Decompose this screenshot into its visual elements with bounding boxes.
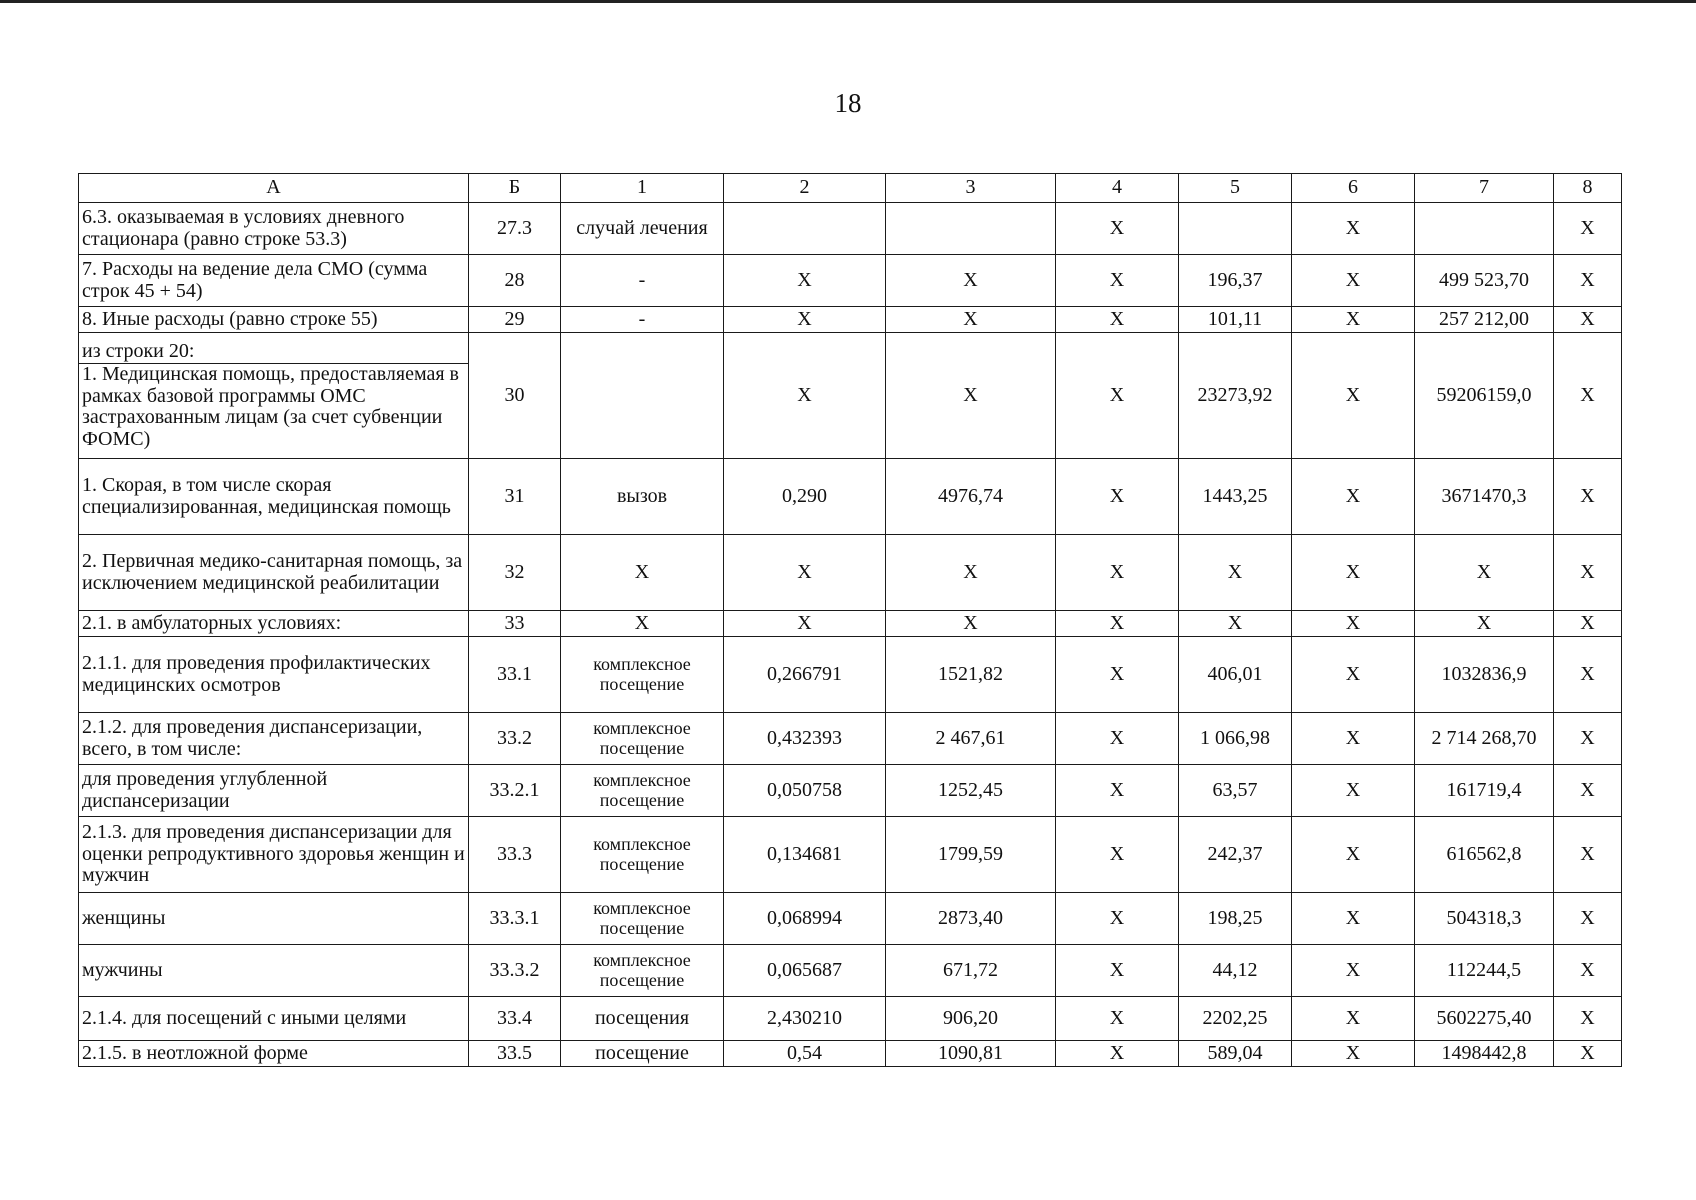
top-border-line <box>0 0 1696 3</box>
table-row <box>79 945 1622 997</box>
table-row <box>79 459 1622 535</box>
table-row <box>79 997 1622 1041</box>
cell-unit: случай лечения <box>561 203 724 255</box>
table-row <box>79 333 1622 459</box>
cell-col4: X <box>1056 713 1179 765</box>
cell-unit: X <box>561 611 724 637</box>
row-code: 33.2 <box>469 713 561 765</box>
cell-col6: X <box>1292 765 1415 817</box>
header-row <box>79 174 1622 203</box>
row-name: 2.1.4. для посещений с иными целями <box>79 997 469 1041</box>
cell-col2: 0,290 <box>724 459 886 535</box>
cell-col2: 0,432393 <box>724 713 886 765</box>
cell-col3: 2 467,61 <box>886 713 1056 765</box>
table-row <box>79 203 1622 255</box>
cell-col3: X <box>886 535 1056 611</box>
col-header-8: 8 <box>1554 174 1622 203</box>
cell-col5: 44,12 <box>1179 945 1292 997</box>
cell-unit: комплексное посещение <box>561 945 724 997</box>
row-name-text: 1. Медицинская помощь, предоставляемая в рамках базовой программы ОМС застрахованным лицам (за счет субвенции ФОМС) <box>82 363 459 450</box>
cell-col2: 0,050758 <box>724 765 886 817</box>
row-code: 33.5 <box>469 1041 561 1067</box>
row-name: 8. Иные расходы (равно строке 55) <box>79 307 469 333</box>
cell-col4: X <box>1056 333 1179 459</box>
cell-col8: X <box>1554 817 1622 893</box>
cell-col8: X <box>1554 611 1622 637</box>
cell-col7: 2 714 268,70 <box>1415 713 1554 765</box>
cell-col5: 101,11 <box>1179 307 1292 333</box>
cell-col4: X <box>1056 535 1179 611</box>
cell-col7 <box>1415 203 1554 255</box>
cell-col7: 616562,8 <box>1415 817 1554 893</box>
cell-col4: X <box>1056 255 1179 307</box>
col-header-5: 5 <box>1179 174 1292 203</box>
row-name: 2.1.2. для проведения диспансеризации, всего, в том числе: <box>79 713 469 765</box>
cell-col4: X <box>1056 611 1179 637</box>
cell-col6: X <box>1292 945 1415 997</box>
row-code: 33.3.1 <box>469 893 561 945</box>
cell-col3: 4976,74 <box>886 459 1056 535</box>
cell-col7: X <box>1415 535 1554 611</box>
page-number: 18 <box>834 88 862 118</box>
cell-unit <box>561 333 724 459</box>
cell-unit: X <box>561 535 724 611</box>
cell-col8: X <box>1554 535 1622 611</box>
cell-col3: 2873,40 <box>886 893 1056 945</box>
cell-col5: 196,37 <box>1179 255 1292 307</box>
cell-col3: 1799,59 <box>886 817 1056 893</box>
cell-col6: X <box>1292 307 1415 333</box>
row-code: 27.3 <box>469 203 561 255</box>
cell-col6: X <box>1292 637 1415 713</box>
cell-col5: 2202,25 <box>1179 997 1292 1041</box>
cell-col2: X <box>724 611 886 637</box>
cell-unit: посещения <box>561 997 724 1041</box>
row-name: 2.1.1. для проведения профилактических медицинских осмотров <box>79 637 469 713</box>
cell-col8: X <box>1554 203 1622 255</box>
cell-col5: 23273,92 <box>1179 333 1292 459</box>
cell-col6: X <box>1292 893 1415 945</box>
cell-col2: 0,068994 <box>724 893 886 945</box>
cell-col3: X <box>886 307 1056 333</box>
cell-col7: 59206159,0 <box>1415 333 1554 459</box>
row-name: для проведения углубленной диспансеризации <box>79 765 469 817</box>
cell-col8: X <box>1554 1041 1622 1067</box>
table-row <box>79 255 1622 307</box>
cell-col2 <box>724 203 886 255</box>
cell-col8: X <box>1554 255 1622 307</box>
cell-col2: 0,266791 <box>724 637 886 713</box>
cell-col7: 1498442,8 <box>1415 1041 1554 1067</box>
cell-unit: комплексное посещение <box>561 893 724 945</box>
cell-col5: X <box>1179 611 1292 637</box>
col-header-a: А <box>79 174 469 203</box>
cell-col5: 198,25 <box>1179 893 1292 945</box>
cell-col2: X <box>724 255 886 307</box>
table-row <box>79 611 1622 637</box>
cell-col4: X <box>1056 203 1179 255</box>
row-code: 33 <box>469 611 561 637</box>
cell-unit: посещение <box>561 1041 724 1067</box>
cell-col4: X <box>1056 459 1179 535</box>
row-code: 33.4 <box>469 997 561 1041</box>
cell-col4: X <box>1056 307 1179 333</box>
cell-col5: 1443,25 <box>1179 459 1292 535</box>
cell-col8: X <box>1554 997 1622 1041</box>
cell-col2: 0,065687 <box>724 945 886 997</box>
cell-col5 <box>1179 203 1292 255</box>
cell-col2: X <box>724 307 886 333</box>
cell-col3: 906,20 <box>886 997 1056 1041</box>
col-header-3: 3 <box>886 174 1056 203</box>
table-row <box>79 765 1622 817</box>
cell-unit: комплексное посещение <box>561 713 724 765</box>
cell-col8: X <box>1554 459 1622 535</box>
row-name: 1. Скорая, в том числе скорая специализированная, медицинская помощь <box>79 459 469 535</box>
col-header-1: 1 <box>561 174 724 203</box>
row-code: 30 <box>469 333 561 459</box>
cell-col6: X <box>1292 333 1415 459</box>
cell-col6: X <box>1292 611 1415 637</box>
row-code: 28 <box>469 255 561 307</box>
cell-unit: - <box>561 307 724 333</box>
col-header-2: 2 <box>724 174 886 203</box>
cell-col8: X <box>1554 713 1622 765</box>
cell-col4: X <box>1056 1041 1179 1067</box>
cell-col7: 1032836,9 <box>1415 637 1554 713</box>
cell-col5: 63,57 <box>1179 765 1292 817</box>
cell-col4: X <box>1056 637 1179 713</box>
table-row <box>79 1041 1622 1067</box>
row-name: мужчины <box>79 945 469 997</box>
cell-col4: X <box>1056 997 1179 1041</box>
row-code: 33.3 <box>469 817 561 893</box>
budget-table <box>78 173 1622 1067</box>
cell-col2: 0,134681 <box>724 817 886 893</box>
cell-col5: 1 066,98 <box>1179 713 1292 765</box>
cell-col3: X <box>886 333 1056 459</box>
row-code: 33.2.1 <box>469 765 561 817</box>
cell-col3: 1252,45 <box>886 765 1056 817</box>
cell-col6: X <box>1292 817 1415 893</box>
cell-col7: 112244,5 <box>1415 945 1554 997</box>
col-header-7: 7 <box>1415 174 1554 203</box>
col-header-b: Б <box>469 174 561 203</box>
cell-col4: X <box>1056 945 1179 997</box>
table-row <box>79 893 1622 945</box>
cell-col6: X <box>1292 535 1415 611</box>
row-name: 2.1. в амбулаторных условиях: <box>79 611 469 637</box>
cell-col8: X <box>1554 893 1622 945</box>
cell-col3: 1090,81 <box>886 1041 1056 1067</box>
cell-col7: X <box>1415 611 1554 637</box>
table-row <box>79 535 1622 611</box>
cell-col2: 2,430210 <box>724 997 886 1041</box>
cell-col4: X <box>1056 765 1179 817</box>
cell-col2: X <box>724 333 886 459</box>
cell-col6: X <box>1292 255 1415 307</box>
cell-col7: 504318,3 <box>1415 893 1554 945</box>
row-code: 33.3.2 <box>469 945 561 997</box>
cell-col7: 499 523,70 <box>1415 255 1554 307</box>
cell-col4: X <box>1056 817 1179 893</box>
cell-col4: X <box>1056 893 1179 945</box>
table-row <box>79 637 1622 713</box>
table-row <box>79 307 1622 333</box>
cell-col8: X <box>1554 307 1622 333</box>
cell-col6: X <box>1292 997 1415 1041</box>
cell-unit: комплексное посещение <box>561 637 724 713</box>
row-code: 32 <box>469 535 561 611</box>
cell-col6: X <box>1292 1041 1415 1067</box>
cell-col6: X <box>1292 203 1415 255</box>
row-name: 6.3. оказываемая в условиях дневного стационара (равно строке 53.3) <box>79 203 469 255</box>
cell-col5: X <box>1179 535 1292 611</box>
row-name: 2. Первичная медико-санитарная помощь, за исключением медицинской реабилитации <box>79 535 469 611</box>
cell-col5: 406,01 <box>1179 637 1292 713</box>
table-row <box>79 713 1622 765</box>
row-name <box>79 333 469 459</box>
cell-col7: 3671470,3 <box>1415 459 1554 535</box>
cell-col2: 0,54 <box>724 1041 886 1067</box>
cell-col5: 589,04 <box>1179 1041 1292 1067</box>
col-header-6: 6 <box>1292 174 1415 203</box>
cell-col8: X <box>1554 765 1622 817</box>
cell-col5: 242,37 <box>1179 817 1292 893</box>
row-name: женщины <box>79 893 469 945</box>
cell-col3: X <box>886 255 1056 307</box>
cell-col7: 5602275,40 <box>1415 997 1554 1041</box>
cell-unit: вызов <box>561 459 724 535</box>
row-code: 29 <box>469 307 561 333</box>
row-code: 33.1 <box>469 637 561 713</box>
cell-col6: X <box>1292 459 1415 535</box>
cell-col3 <box>886 203 1056 255</box>
row-name: 7. Расходы на ведение дела СМО (сумма строк 45 + 54) <box>79 255 469 307</box>
cell-col3: 1521,82 <box>886 637 1056 713</box>
cell-col7: 161719,4 <box>1415 765 1554 817</box>
cell-col8: X <box>1554 945 1622 997</box>
row-name: 2.1.3. для проведения диспансеризации для оценки репродуктивного здоровья женщин и мужчин <box>79 817 469 893</box>
cell-unit: - <box>561 255 724 307</box>
cell-col3: X <box>886 611 1056 637</box>
row-name: 2.1.5. в неотложной форме <box>79 1041 469 1067</box>
cell-col6: X <box>1292 713 1415 765</box>
cell-col8: X <box>1554 637 1622 713</box>
col-header-4: 4 <box>1056 174 1179 203</box>
row-code: 31 <box>469 459 561 535</box>
cell-unit: комплексное посещение <box>561 817 724 893</box>
cell-col7: 257 212,00 <box>1415 307 1554 333</box>
cell-col8: X <box>1554 333 1622 459</box>
cell-unit: комплексное посещение <box>561 765 724 817</box>
row-group-label: из строки 20: <box>79 340 468 365</box>
cell-col3: 671,72 <box>886 945 1056 997</box>
cell-col2: X <box>724 535 886 611</box>
table-row <box>79 817 1622 893</box>
